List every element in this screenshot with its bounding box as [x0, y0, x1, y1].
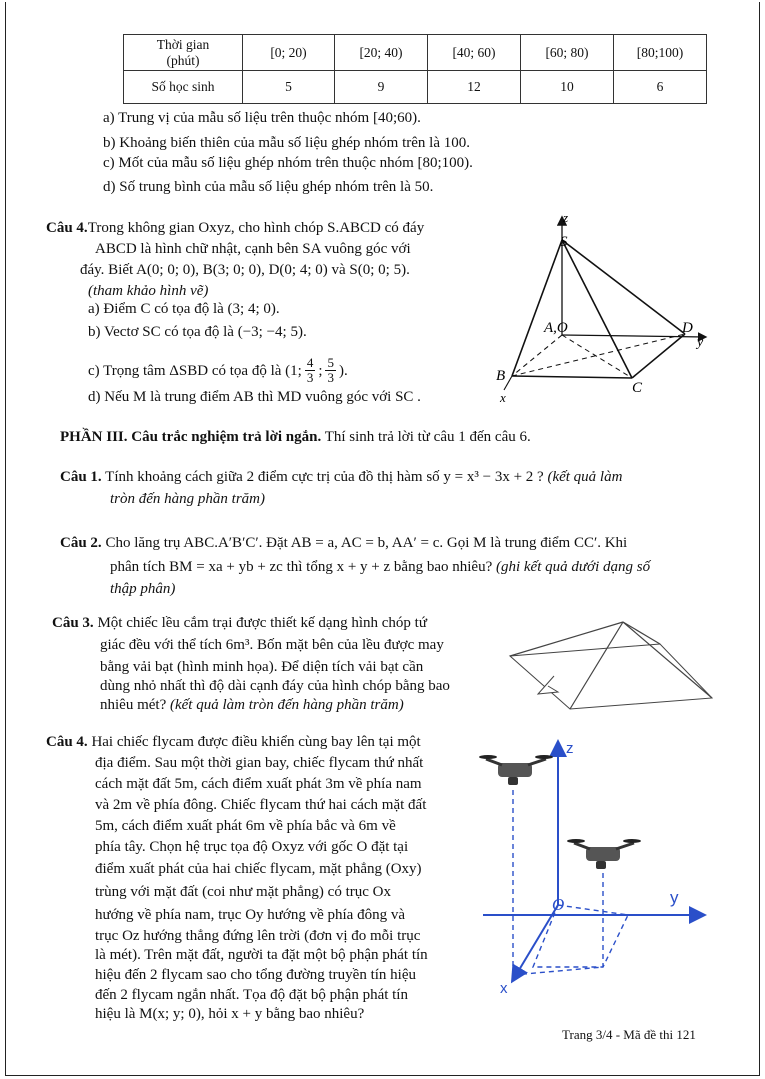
question-3-line4: dùng nhỏ nhất thì độ dài cạnh đáy của hình chóp bằng bao [100, 678, 450, 694]
drone-1-icon [479, 755, 553, 785]
edge-BC [512, 376, 632, 378]
edge-SC [562, 240, 632, 378]
question-3-line3: bằng vải bạt (hình minh họa). Để diện tích vải bạt cần [100, 659, 424, 675]
frequency-table [123, 34, 707, 104]
question-4-line3: đáy. Biết A(0; 0; 0), B(3; 0; 0), D(0; 4; 0) và S(0; 0; 5). [80, 262, 410, 278]
question-label: Câu 3. [52, 615, 94, 631]
question-4-line1: Câu 4.Trong không gian Oxyz, cho hình chóp S.ABCD có đáy [46, 220, 425, 236]
statement-d: d) Nếu M là trung điểm AB thì MD vuông góc với SC . [88, 389, 421, 405]
question-1-line1: Câu 1. Tính khoảng cách giữa 2 điểm cực trị của đồ thị hàm số y = x³ − 3x + 2 ? (kết quả làm [60, 469, 623, 485]
table-cell-interval: [60; 80) [521, 35, 614, 71]
table-cell-count: 6 [614, 71, 707, 104]
statement-d: d) Số trung bình của mẫu số liệu ghép nhóm trên là 50. [103, 179, 434, 195]
question-label: Câu 4. [46, 220, 88, 236]
question-label: Câu 1. [60, 469, 102, 485]
label-A-O: A,O [544, 320, 568, 336]
question-4b-line: cách mặt đất 5m, cách điểm xuất phát 3m về phía nam [95, 776, 422, 792]
tent-base [510, 644, 712, 709]
table-row-label: Số học sinh [124, 71, 243, 104]
question-4b-line: điểm xuất phát của hai chiếc flycam, mặt phẳng (Oxy) [95, 861, 422, 877]
table-cell-count: 12 [428, 71, 521, 104]
statement-a: a) Trung vị của mẫu số liệu trên thuộc nhóm [40;60). [103, 110, 421, 126]
table-row [124, 71, 707, 104]
question-2-line2: phân tích BM = xa + yb + zc thì tổng x + y + z bằng bao nhiêu? (ghi kết quả dưới dạng số [110, 559, 651, 575]
label-y: y [670, 888, 679, 907]
figure-note: (tham khảo hình vẽ) [88, 283, 209, 299]
flycam-figure [478, 735, 718, 1010]
question-4b-line: trục Oz hướng thẳng đứng lên trời (đơn vị đo mỗi trục [95, 928, 421, 944]
question-4b-line: đến 2 flycam ngắn nhất. Tọa độ đặt bộ phận phát tín [95, 987, 408, 1003]
label-z: z [566, 740, 574, 757]
question-4b-line1: Câu 4. Hai chiếc flycam được điều khiển cùng bay lên tại một [46, 734, 421, 750]
label-D: D [682, 320, 693, 336]
question-4-line2: ABCD là hình chữ nhật, cạnh bên SA vuông góc với [95, 241, 411, 257]
table-row [124, 35, 707, 71]
table-cell-count: 10 [521, 71, 614, 104]
part-3-heading [60, 428, 531, 446]
label-x: x [500, 390, 506, 405]
question-1-line2: tròn đến hàng phần trăm) [110, 491, 265, 507]
question-4b-line: và 2m về phía đông. Chiếc flycam thứ hai cách mặt đất [95, 797, 427, 813]
fraction: 5 3 [327, 355, 334, 385]
ground-link [513, 967, 603, 975]
label-z: z [563, 210, 569, 225]
question-4b-line: phía tây. Chọn hệ trục tọa độ Oxyz với gốc O đặt tại [95, 839, 409, 855]
table-cell-count: 9 [335, 71, 428, 104]
label-y: y [697, 335, 704, 350]
tent-edge [623, 622, 712, 698]
table-cell-interval: [0; 20) [243, 35, 335, 71]
question-2-line1: Câu 2. Cho lăng trụ ABC.A′B′C′. Đặt AB = a, AC = b, AA′ = c. Gọi M là trung điểm CC′. Khi [60, 535, 628, 551]
question-label: Câu 4. [46, 734, 88, 750]
question-label: Câu 2. [60, 535, 102, 551]
x-axis [504, 376, 512, 390]
tent-flap [538, 676, 558, 694]
table-cell-interval: [40; 60) [428, 35, 521, 71]
edge-CD [632, 334, 685, 378]
tent-edge [623, 622, 660, 644]
x-axis [513, 905, 558, 980]
question-4b-line: trùng với mặt đất (coi như mặt phẳng) có trục Ox [95, 884, 391, 900]
statement-b: b) Khoảng biến thiên của mẫu số liệu ghép nhóm trên là 100. [103, 135, 470, 151]
statement-c: c) Trọng tâm ΔSBD có tọa độ là (1; 4 3 ; 5 3 ). [88, 355, 348, 385]
header-label-line1: Thời gian [156, 36, 210, 52]
statement-a: a) Điểm C có tọa độ là (3; 4; 0). [88, 301, 280, 317]
statement-b: b) Vectơ SC có tọa độ là (−3; −4; 5). [88, 324, 307, 340]
question-4b-line: là mét). Trên mặt đất, người ta đặt một bộ phận phát tín [95, 947, 428, 963]
question-2-line3: thập phân) [110, 581, 176, 597]
table-cell-interval: [80;100) [614, 35, 707, 71]
fraction: 4 3 [306, 355, 314, 385]
pyramid-figure [490, 210, 720, 405]
label-x: x [500, 980, 508, 997]
question-3-line1: Câu 3. Một chiếc lều cắm trại được thiết kế dạng hình chóp tứ [52, 615, 427, 631]
question-4b-line: 5m, cách điểm xuất phát 6m về phía bắc và 6m về [95, 818, 396, 834]
question-3-line5: nhiêu mét? (kết quả làm tròn đến hàng phần trăm) [100, 697, 404, 713]
question-4b-line: hiệu là M(x; y; 0), hỏi x + y bằng bao nhiêu? [95, 1006, 365, 1022]
question-4b-line: địa điểm. Sau một thời gian bay, chiếc flycam thứ nhất [95, 755, 424, 771]
question-4b-line: hướng về phía nam, trục Oy hướng về phía đông và [95, 907, 405, 923]
label-B: B [496, 368, 506, 384]
question-4b-line: hiệu đến 2 flycam sao cho tổng đường truyền tín hiệu [95, 967, 416, 983]
question-3-line2: giác đều với thể tích 6m³. Bốn mặt bên của lều được may [100, 637, 444, 653]
label-C: C [632, 380, 643, 396]
table-header-label [124, 35, 243, 71]
edge-SB [512, 240, 562, 376]
label-S: S [560, 234, 568, 250]
edge-SD [562, 240, 685, 334]
statement-c: c) Mốt của mẫu số liệu ghép nhóm trên thuộc nhóm [80;100). [103, 155, 473, 171]
section-title: PHẦN III. Câu trắc nghiệm trả lời ngắn. [60, 429, 322, 445]
table-cell-count: 5 [243, 71, 335, 104]
section-subtitle: Thí sinh trả lời từ câu 1 đến câu 6. [321, 429, 531, 445]
page-footer: Trang 3/4 - Mã đề thi 121 [562, 1027, 696, 1042]
table-cell-interval: [20; 40) [335, 35, 428, 71]
label-O: O [552, 895, 565, 914]
drone-2-icon [567, 839, 641, 869]
header-label-line2: (phút) [166, 52, 200, 68]
tent-figure [500, 616, 720, 716]
